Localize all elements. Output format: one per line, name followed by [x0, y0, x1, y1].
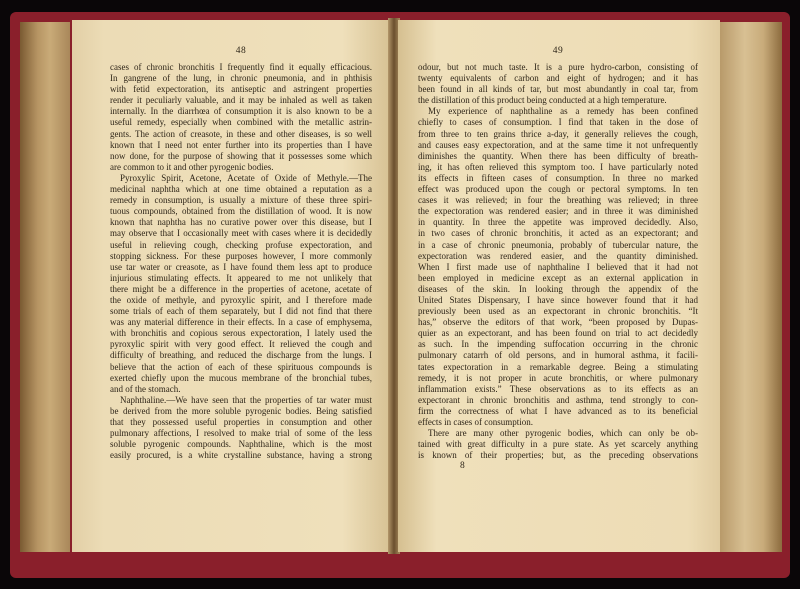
text-line: injurious stimulating effects. It appeared to me not unlikely that	[110, 272, 372, 283]
text-line: that they possessed useful properties in consumption and other	[110, 417, 372, 427]
page-number-left: 48	[235, 46, 247, 56]
text-line: exerted chiefly upon the mucous membrane of the bronchial tubes,	[110, 372, 372, 383]
text-line: soluble pyrogenic compounds. Naphthaline, which is the most	[110, 439, 372, 450]
text-line: easily procured, is a white crystalline substance, having a strong	[110, 450, 372, 461]
text-line: from three to ten grains thrice a-day, it generally relieves the cough,	[418, 128, 698, 139]
text-line: quier as an expectorant, and has been found on trial to act decidedly	[418, 328, 698, 339]
text-line: is known of their properties; but, as the preceding observations	[418, 450, 698, 461]
text-line: Naphthaline.—We have seen that the properties of tar water must	[120, 394, 372, 405]
text-line: useful in relieving cough, checking profuse expectoration, and	[110, 239, 372, 250]
text-line: cases it was relieved; in four the breathing was relieved; in three	[418, 195, 698, 206]
right-page	[398, 20, 720, 552]
text-line: as such. In the impending suffocation occurring in the chronic	[418, 339, 698, 350]
text-line: now done, for the purpose of showing that it possesses some which	[110, 150, 372, 161]
text-line: with fetid expectoration, its antiseptic and astringent properties	[110, 84, 372, 95]
text-line: remedy in consumption, is usually a mixture of these three spiri-	[110, 195, 372, 206]
right-page-edges	[720, 22, 782, 552]
text-line: been employed in medicine except as an external application in	[418, 272, 698, 283]
text-line: some trials of each of them separately, but I did not find that there	[110, 306, 372, 317]
left-page-text	[110, 62, 372, 461]
text-line: diminishes the quantity. When there has been difficulty of breath-	[418, 150, 698, 161]
text-line: effects in cases of consumption.	[418, 417, 534, 427]
text-line: effect was produced upon the cough or pectoral symptoms. In ten	[418, 184, 698, 195]
text-line: In gangrene of the lung, in chronic pneumonia, and in phthisis	[110, 73, 372, 84]
text-line: are common to it and other pyrogenic bodies.	[110, 161, 274, 172]
text-line: useful remedy, especially when combined with the metallic astrin-	[110, 117, 372, 128]
text-line: the oxide of methyle, and pyroxylic spirit, and I therefore made	[110, 294, 372, 305]
text-line: Pyroxylic Spirit, Acetone, Acetate of Oxide of Methyle.—The	[120, 172, 372, 183]
text-line: be derived from the more soluble pyrogenic bodies. Being satisfied	[110, 405, 372, 416]
text-line: stopping sickness. For these purposes however, I more commonly	[110, 250, 372, 261]
text-line: ing, it has often relieved this symptom too. I have particularly noted	[418, 161, 698, 172]
text-line: previously been used as an expectorant in chronic bronchitis. “It	[418, 306, 698, 317]
text-line: internally. In the diarrhœa of consumption it is also known to be a	[110, 106, 372, 117]
text-line: When I first made use of naphthaline I believed that it had not	[418, 261, 698, 272]
text-line: may observe that I occasionally meet with cases where it is decidedly	[110, 228, 372, 239]
text-line: believe that the action of each of these spirituous compounds is	[110, 361, 372, 372]
left-page	[72, 20, 390, 552]
text-line: pulmonary affections, I resolved to make trial of some of the less	[110, 428, 372, 439]
text-line: render it peculiarly valuable, and it may be inhaled as well as taken	[110, 95, 372, 106]
text-line: use tar water or creasote, as I have found them less apt to produce	[110, 261, 372, 272]
text-line: pulmonary catarrh of old persons, and in humoral asthma, it facili-	[418, 350, 698, 361]
text-line: gents. The action of creasote, in these and other diseases, is so well	[110, 128, 372, 139]
text-line: twenty equivalents of carbon and eight of hydrogen; and it has	[418, 73, 698, 84]
text-line: diseases of the skin. In looking through the appendix of the	[418, 283, 698, 294]
text-line: medicinal naphtha which at one time obtained a reputation as a	[110, 184, 372, 195]
text-line: tates expectoration in a remarkable degree. Being a stimulating	[418, 361, 698, 372]
text-line: My experience of naphthaline as a remedy has been confined	[428, 106, 698, 117]
text-line: inflammation exists.” These observations as to its effects as an	[418, 383, 698, 394]
text-line: known that I need not enter further into its properties than I have	[110, 139, 372, 150]
right-page-text	[418, 62, 698, 461]
text-line: pyroxylic spirit with very good effect. It relieved the cough and	[110, 339, 372, 350]
text-line: United States Dispensary, I have since however found that it had	[418, 294, 698, 305]
text-line: the distillation of this product being conducted at a high temperature.	[418, 95, 667, 106]
text-line: expectoration was rendered easier, and the quantity diminished.	[418, 250, 698, 261]
left-page-edges	[20, 22, 70, 552]
text-line: in two cases of chronic bronchitis, it acted as an expectorant; and	[418, 228, 698, 239]
text-line: with bronchitis and copious serous expectoration, I lately used the	[110, 328, 372, 339]
signature-mark: 8	[460, 461, 465, 472]
text-line: difficulty of breathing, and reduced the discharge from the lungs. I	[110, 350, 372, 361]
text-line: has,” observe the editors of that work, “been proposed by Dupas-	[418, 317, 698, 328]
text-line: tuous compounds, obtained from the distillation of wood. It is now	[110, 206, 372, 217]
text-line: There are many other pyrogenic bodies, which can only be ob-	[428, 428, 698, 439]
text-line: in quantity. In three the appetite was improved decidedly. Also,	[418, 217, 698, 228]
text-line: in a case of chronic pneumonia, probably of tubercular nature, the	[418, 239, 698, 250]
text-line: and of the stomach.	[110, 383, 181, 394]
text-line: chiefly to cases of consumption. I find that taken in the dose of	[418, 117, 698, 128]
text-line: tained with great difficulty in a pure state. As yet scarcely anything	[418, 439, 698, 450]
page-number-right: 49	[552, 46, 564, 56]
text-line: was any material difference in their effects. In a case of emphysema,	[110, 317, 372, 328]
text-line: there might be a difference in the properties of acetone, acetate of	[110, 283, 372, 294]
text-line: cases of chronic bronchitis I frequently find it equally efficacious.	[110, 62, 372, 72]
text-line: remedy, it is not proper in acute bronchitis, or where pulmonary	[418, 372, 698, 383]
text-line: the expectoration was rendered easier; and in three it was diminished	[418, 206, 698, 217]
text-line: known that naphtha has no curative power over this disease, but I	[110, 217, 372, 228]
text-line: firm the correctness of what I have advanced as to its beneficial	[418, 405, 698, 416]
text-line: its effects in fifteen cases of consumption. In three no marked	[418, 172, 698, 183]
text-line: odour, but not much taste. It is a pure hydro-carbon, consisting of	[418, 62, 698, 72]
text-line: been found in all kinds of tar, but most abundantly in coal tar, from	[418, 84, 698, 95]
text-line: and causes easy expectoration, and at the same time it not unfrequently	[418, 139, 698, 150]
text-line: expectorant in chronic bronchitis and asthma, tend strongly to con-	[418, 394, 698, 405]
